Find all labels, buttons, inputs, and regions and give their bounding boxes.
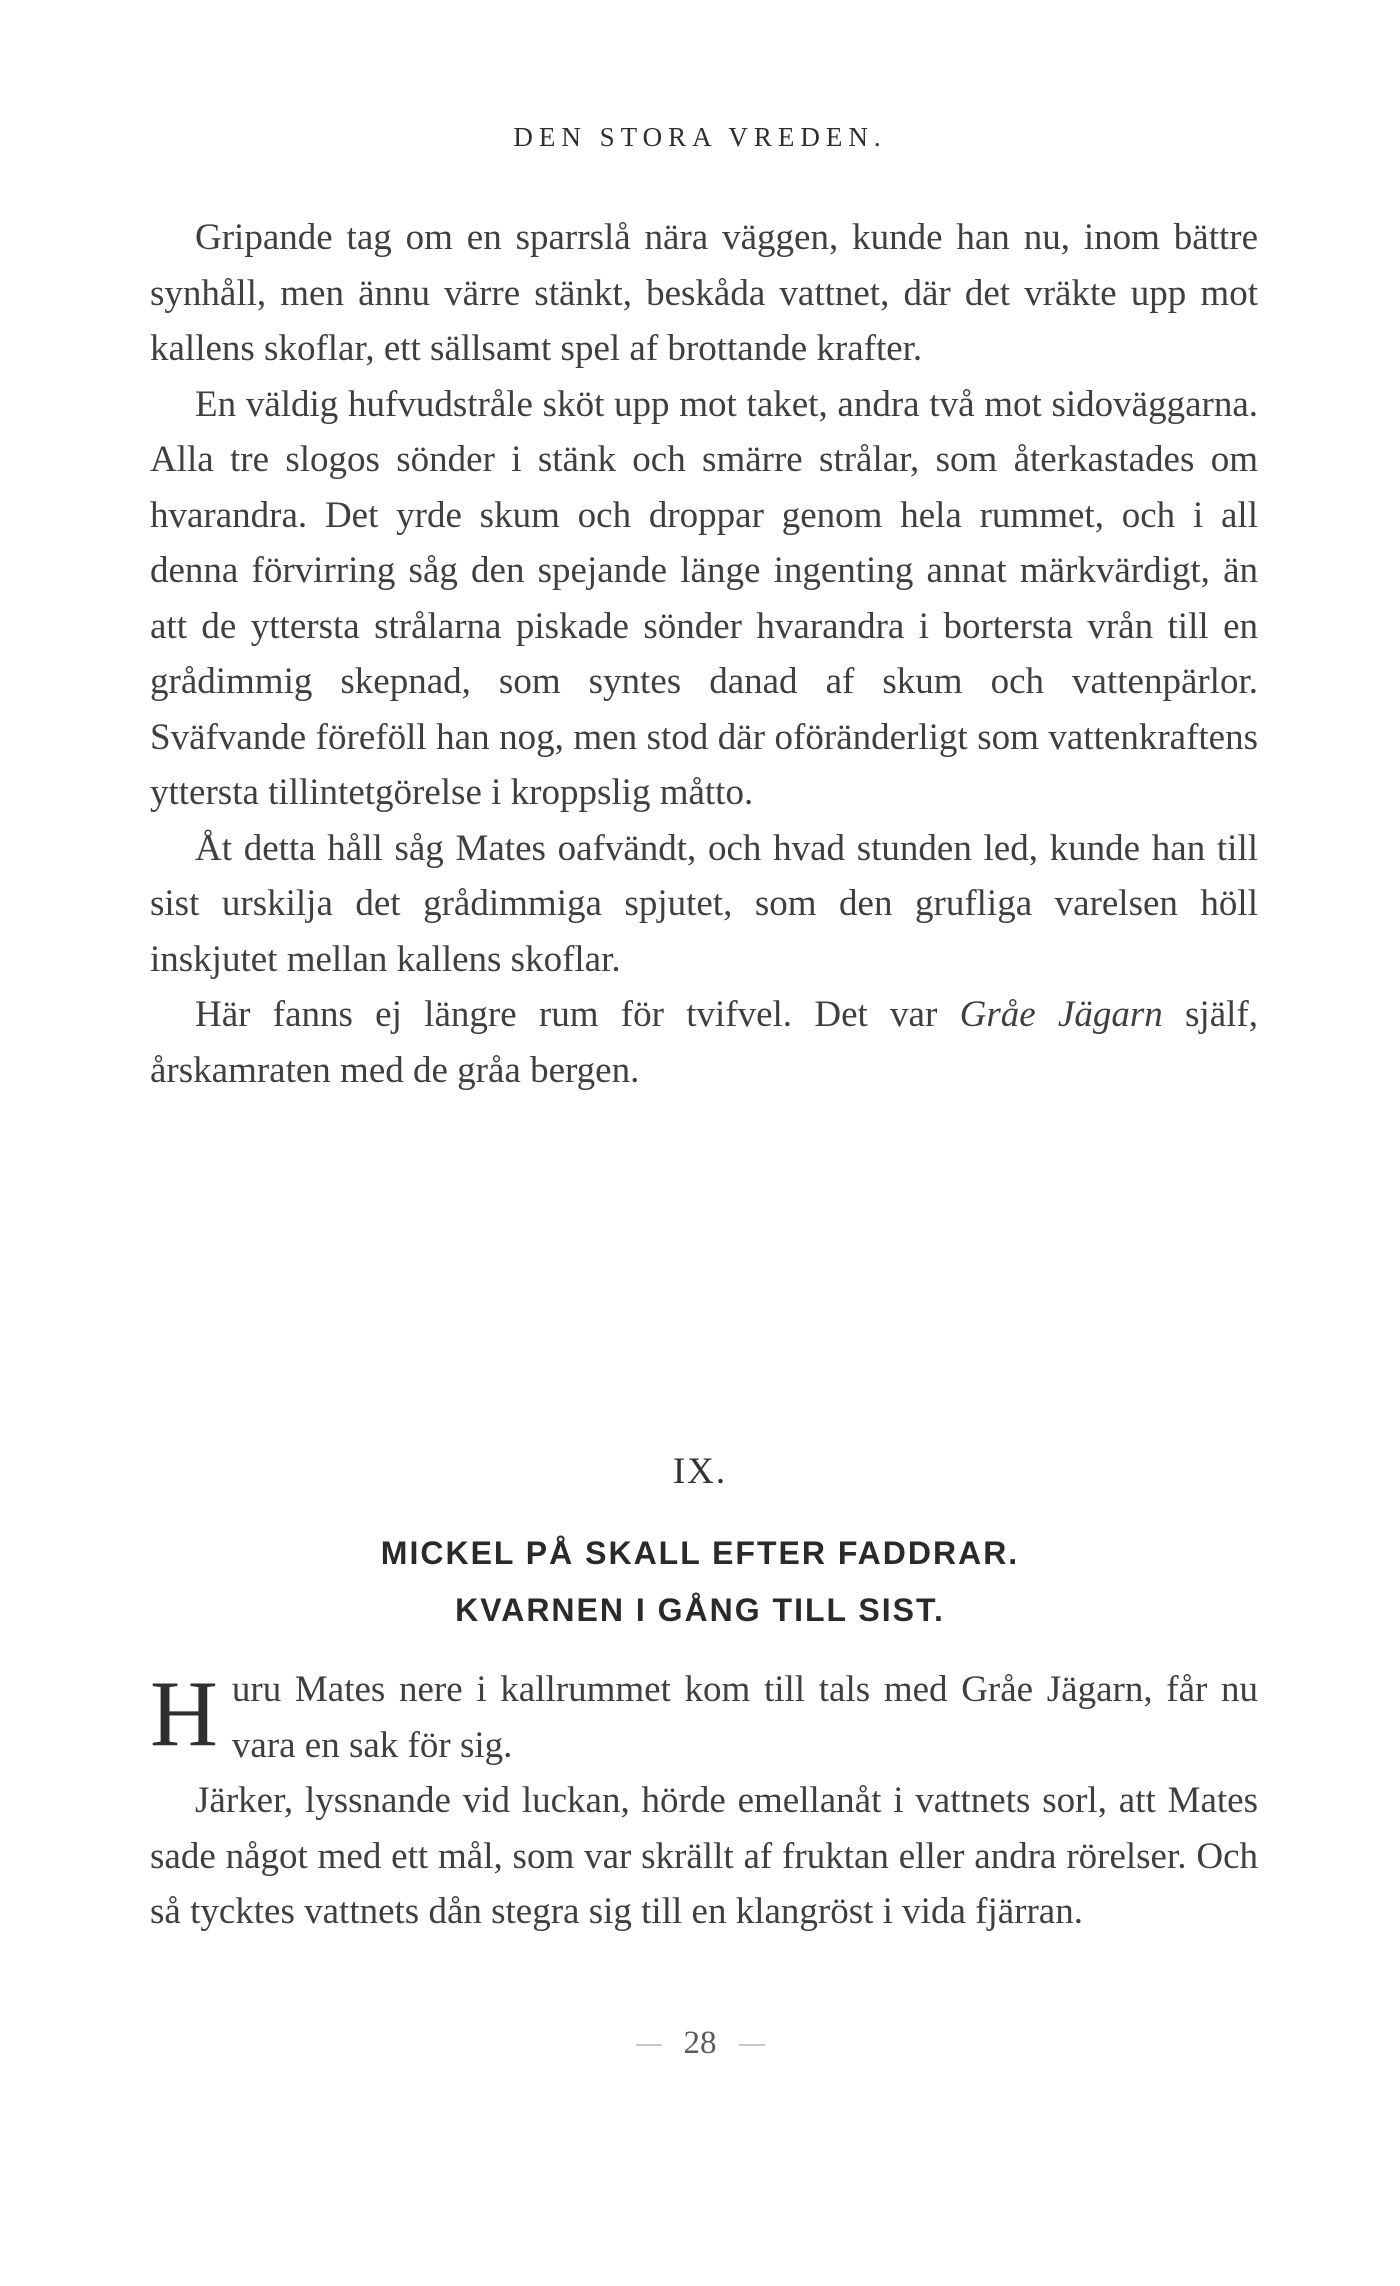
running-head: DEN STORA VREDEN. [513,122,887,152]
paragraph: Åt detta håll såg Mates oafvändt, och hvad stunden led, kunde han till sist urskilja det grådimmiga spjutet, som den grufliga varelsen höll inskjutet mellan kallens skoflar. [150,827,1258,980]
paragraph [150,987,1258,1098]
paragraph [150,1662,1258,1773]
paragraph-text: Här fanns ej längre rum för tvifvel. Det var [195,994,960,1035]
page-number-text: 28 [683,2025,717,2061]
body-text-top [150,210,1258,1098]
chapter-title-line-2: KVARNEN I GÅNG TILL SIST. [455,1592,945,1628]
paragraph-text: själf, årskamraten med de gråa bergen. [150,994,1258,1091]
chapter-title-line-1: MICKEL PÅ SKALL EFTER FADDRAR. [380,1535,1020,1571]
page-number [0,2025,1400,2062]
paragraph: Järker, lyssnande vid luckan, hörde emellanåt i vattnets sorl, att Mates sade något med ett mål, som var skrällt af fruktan eller andra rörelser. Och så tycktes vattnets dån stegra sig till en klangröst i vida fjärran. [150,1780,1258,1932]
body-text-bottom [150,1662,1258,1940]
paragraph: Gripande tag om en sparrslå nära väggen, kunde han nu, inom bättre synhåll, men ännu värre stänkt, beskåda vattnet, där det vräkte upp mot kallens skoflar, ett sällsamt spel af brottande krafter. [150,217,1258,369]
italic-name: Gråe Jägarn [959,994,1163,1035]
paragraph-text: uru Mates nere i kallrummet kom till tals med Gråe Jägarn, får nu vara en sak för sig. [231,1669,1258,1766]
dash-left [636,2044,662,2046]
paragraph: En väldig hufvudstråle sköt upp mot taket, andra två mot sidoväggarna. Alla tre slogos sönder i stänk och smärre strålar, som återkastades om hvarandra. Det yrde skum och droppar genom hela rummet, och i all denna förvirring såg den spejande länge ingenting annat märkvärdigt, än att de yttersta strålarna piskade sönder hvarandra i bortersta vrån till en grådimmig skepnad, som syntes danad af skum och vattenpärlor. Sväfvande föreföll han nog, men stod där oföränderligt som vattenkraftens yttersta tillintetgörelse i kroppslig måtto. [150,383,1258,813]
chapter-number: IX. [672,1451,728,1492]
drop-cap: H [150,1662,218,1766]
dash-right [739,2044,765,2046]
